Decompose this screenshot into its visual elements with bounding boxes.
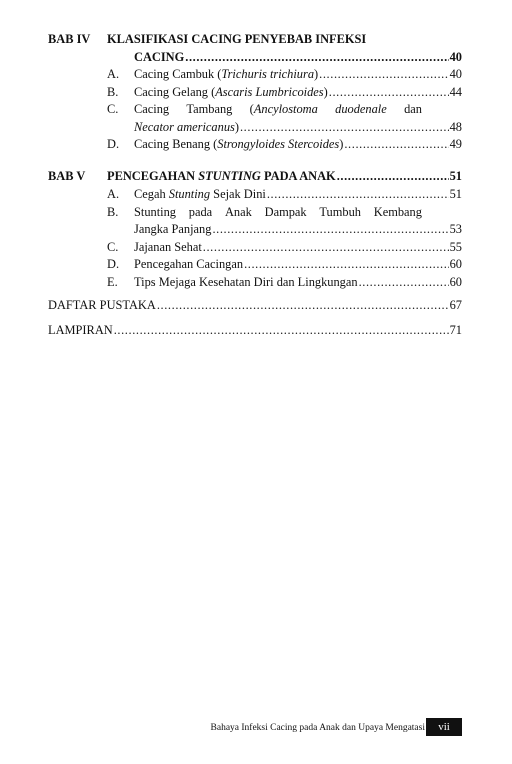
page-number: 51 bbox=[449, 187, 462, 201]
leader-dots bbox=[359, 274, 449, 290]
item-letter: A. bbox=[107, 67, 120, 81]
word-italic: (Ancylostoma bbox=[249, 102, 318, 116]
bab4-title-line1: KLASIFIKASI CACING PENYEBAB INFEKSI bbox=[107, 32, 367, 46]
leader-dots bbox=[212, 221, 448, 237]
item-letter: B. bbox=[107, 85, 119, 99]
toc-entry-bab5-b-line1[interactable]: Stunting pada Anak Dampak Tumbuh Kembang bbox=[134, 205, 422, 219]
toc-entry-daftar-pustaka[interactable]: DAFTAR PUSTAKA ..... 67 bbox=[48, 297, 462, 313]
item-letter: B. bbox=[107, 205, 119, 219]
item-letter: A. bbox=[107, 187, 120, 201]
page-number: 49 bbox=[449, 137, 462, 151]
toc-entry-bab4-a[interactable]: Cacing Cambuk ( Trichuris trichiura ) ..... 40 bbox=[134, 66, 462, 82]
item-letter: D. bbox=[107, 257, 120, 271]
item-letter: C. bbox=[107, 240, 119, 254]
leader-dots bbox=[240, 119, 449, 135]
leader-dots bbox=[344, 136, 448, 152]
item-letter: D. bbox=[107, 137, 120, 151]
leader-dots bbox=[329, 84, 449, 100]
page-number-badge: vii bbox=[426, 718, 462, 736]
page-number: 53 bbox=[449, 222, 462, 236]
page-number: 55 bbox=[449, 240, 462, 254]
toc-entry-bab5[interactable]: PENCEGAHAN STUNTING PADA ANAK ..... 51 bbox=[107, 168, 462, 184]
toc-entry-bab4-c-line2[interactable]: Necator americanus ) ..... 48 bbox=[134, 119, 462, 135]
leader-dots bbox=[185, 49, 448, 65]
page-footer bbox=[0, 718, 512, 738]
leader-dots bbox=[319, 66, 448, 82]
page-number: 60 bbox=[449, 275, 462, 289]
toc-entry-bab4-d[interactable]: Cacing Benang ( Strongyloides Stercoides ) ..... 49 bbox=[134, 136, 462, 152]
book-title: Bahaya Infeksi Cacing pada Anak dan Upaya Mengatasi bbox=[210, 723, 425, 733]
leader-dots bbox=[244, 256, 449, 272]
item-letter: C. bbox=[107, 102, 119, 116]
page-number: 67 bbox=[449, 298, 462, 312]
toc-entry-bab5-a[interactable]: Cegah Stunting Sejak Dini ..... 51 bbox=[134, 186, 462, 202]
toc-entry-bab5-d[interactable]: Pencegahan Cacingan ..... 60 bbox=[134, 256, 462, 272]
toc-entry-bab4-c-line1[interactable]: Cacing Tambang (Ancylostoma duodenale dan bbox=[134, 102, 422, 116]
toc-entry-bab5-b-line2[interactable]: Jangka Panjang ..... 53 bbox=[134, 221, 462, 237]
page-number: 60 bbox=[449, 257, 462, 271]
leader-dots bbox=[114, 322, 449, 338]
toc-entry-lampiran[interactable]: LAMPIRAN ..... 71 bbox=[48, 322, 462, 338]
leader-dots bbox=[157, 297, 449, 313]
page-number: 44 bbox=[449, 85, 462, 99]
page-number: 40 bbox=[449, 50, 462, 64]
leader-dots bbox=[203, 239, 449, 255]
page-number: 51 bbox=[449, 169, 462, 183]
page-number: 48 bbox=[449, 120, 462, 134]
toc-entry-bab4-b[interactable]: Cacing Gelang ( Ascaris Lumbricoides ) ..... 44 bbox=[134, 84, 462, 100]
leader-dots bbox=[267, 186, 449, 202]
toc-entry-bab5-c[interactable]: Jajanan Sehat ..... 55 bbox=[134, 239, 462, 255]
bab5-label: BAB V bbox=[48, 169, 86, 183]
page-number: 40 bbox=[449, 67, 462, 81]
leader-dots bbox=[337, 168, 449, 184]
bab4-title-line2[interactable]: CACING ..... 40 bbox=[134, 49, 462, 65]
bab4-label: BAB IV bbox=[48, 32, 91, 46]
page-number: 71 bbox=[449, 323, 462, 337]
item-letter: E. bbox=[107, 275, 118, 289]
toc-entry-bab5-e[interactable]: Tips Mejaga Kesehatan Diri dan Lingkungan ..... 60 bbox=[134, 274, 462, 290]
